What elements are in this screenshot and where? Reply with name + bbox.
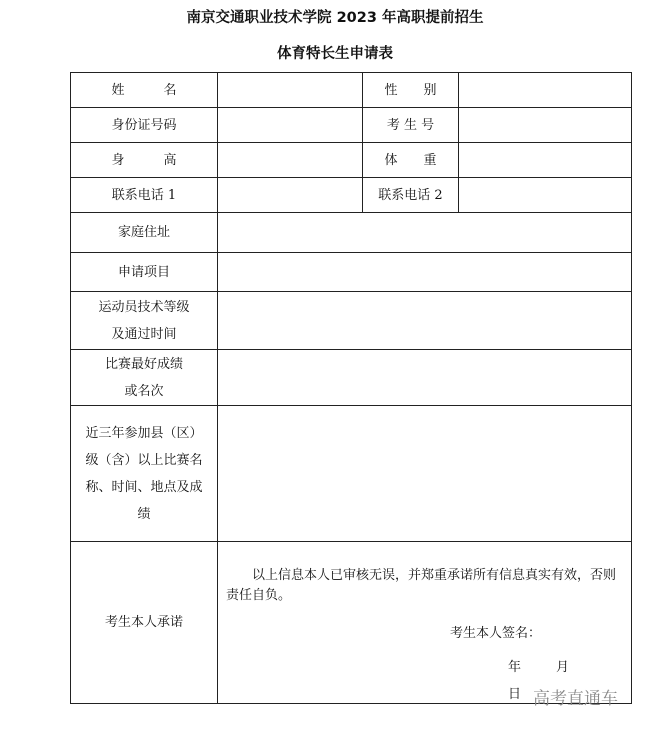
- label-pledge: 考生本人承诺: [71, 542, 218, 704]
- pledge-cell: [218, 542, 632, 704]
- label-exam-number: 考 生 号: [363, 108, 459, 143]
- label-project: 申请项目: [71, 253, 218, 292]
- exam-number-field[interactable]: [459, 108, 632, 143]
- id-number-field[interactable]: [218, 108, 363, 143]
- label-line: 近三年参加县（区）: [85, 425, 203, 441]
- label-address: 家庭住址: [71, 213, 218, 253]
- label-gender: 性 别: [363, 73, 459, 108]
- date-month: 月: [556, 660, 570, 675]
- label-weight: 体 重: [363, 143, 459, 178]
- height-field[interactable]: [218, 143, 363, 178]
- label-line: 绩: [137, 506, 151, 522]
- pledge-text: 以上信息本人已审核无误，并郑重承诺所有信息真实有效，否则责任自负。: [226, 568, 617, 603]
- competitions-field[interactable]: [218, 406, 632, 542]
- date-year: 年: [508, 660, 522, 675]
- label-line: 比赛最好成绩: [104, 356, 183, 372]
- project-field[interactable]: [218, 253, 632, 292]
- label-id-number: 身份证号码: [71, 108, 218, 143]
- label-line: 或名次: [124, 383, 164, 399]
- phone1-field[interactable]: [218, 178, 363, 213]
- best-result-field[interactable]: [218, 350, 632, 406]
- label-height: 身 高: [71, 143, 218, 178]
- form-subtitle: 体育特长生申请表: [277, 46, 393, 62]
- label-phone1: 联系电话 1: [71, 178, 218, 213]
- label-line: 及通过时间: [111, 326, 177, 342]
- label-phone2: 联系电话 2: [363, 178, 459, 213]
- label-best-result: [71, 350, 218, 406]
- label-line: 运动员技术等级: [98, 299, 190, 315]
- athlete-level-field[interactable]: [218, 292, 632, 350]
- name-field[interactable]: [218, 73, 363, 108]
- address-field[interactable]: [218, 213, 632, 253]
- label-competitions: [71, 406, 218, 542]
- label-line: 级（含）以上比赛名: [85, 452, 203, 468]
- label-name: 姓 名: [71, 73, 218, 108]
- gender-field[interactable]: [459, 73, 632, 108]
- application-form-table: [70, 72, 632, 704]
- date-day: 日: [508, 687, 522, 702]
- signature-label: 考生本人签名：: [450, 626, 542, 641]
- phone2-field[interactable]: [459, 178, 632, 213]
- form-title: 南京交通职业技术学院 2023 年高职提前招生: [186, 10, 484, 26]
- label-athlete-level: [71, 292, 218, 350]
- watermark: 高考直通车: [533, 689, 618, 709]
- weight-field[interactable]: [459, 143, 632, 178]
- label-line: 称、时间、地点及成: [85, 479, 203, 495]
